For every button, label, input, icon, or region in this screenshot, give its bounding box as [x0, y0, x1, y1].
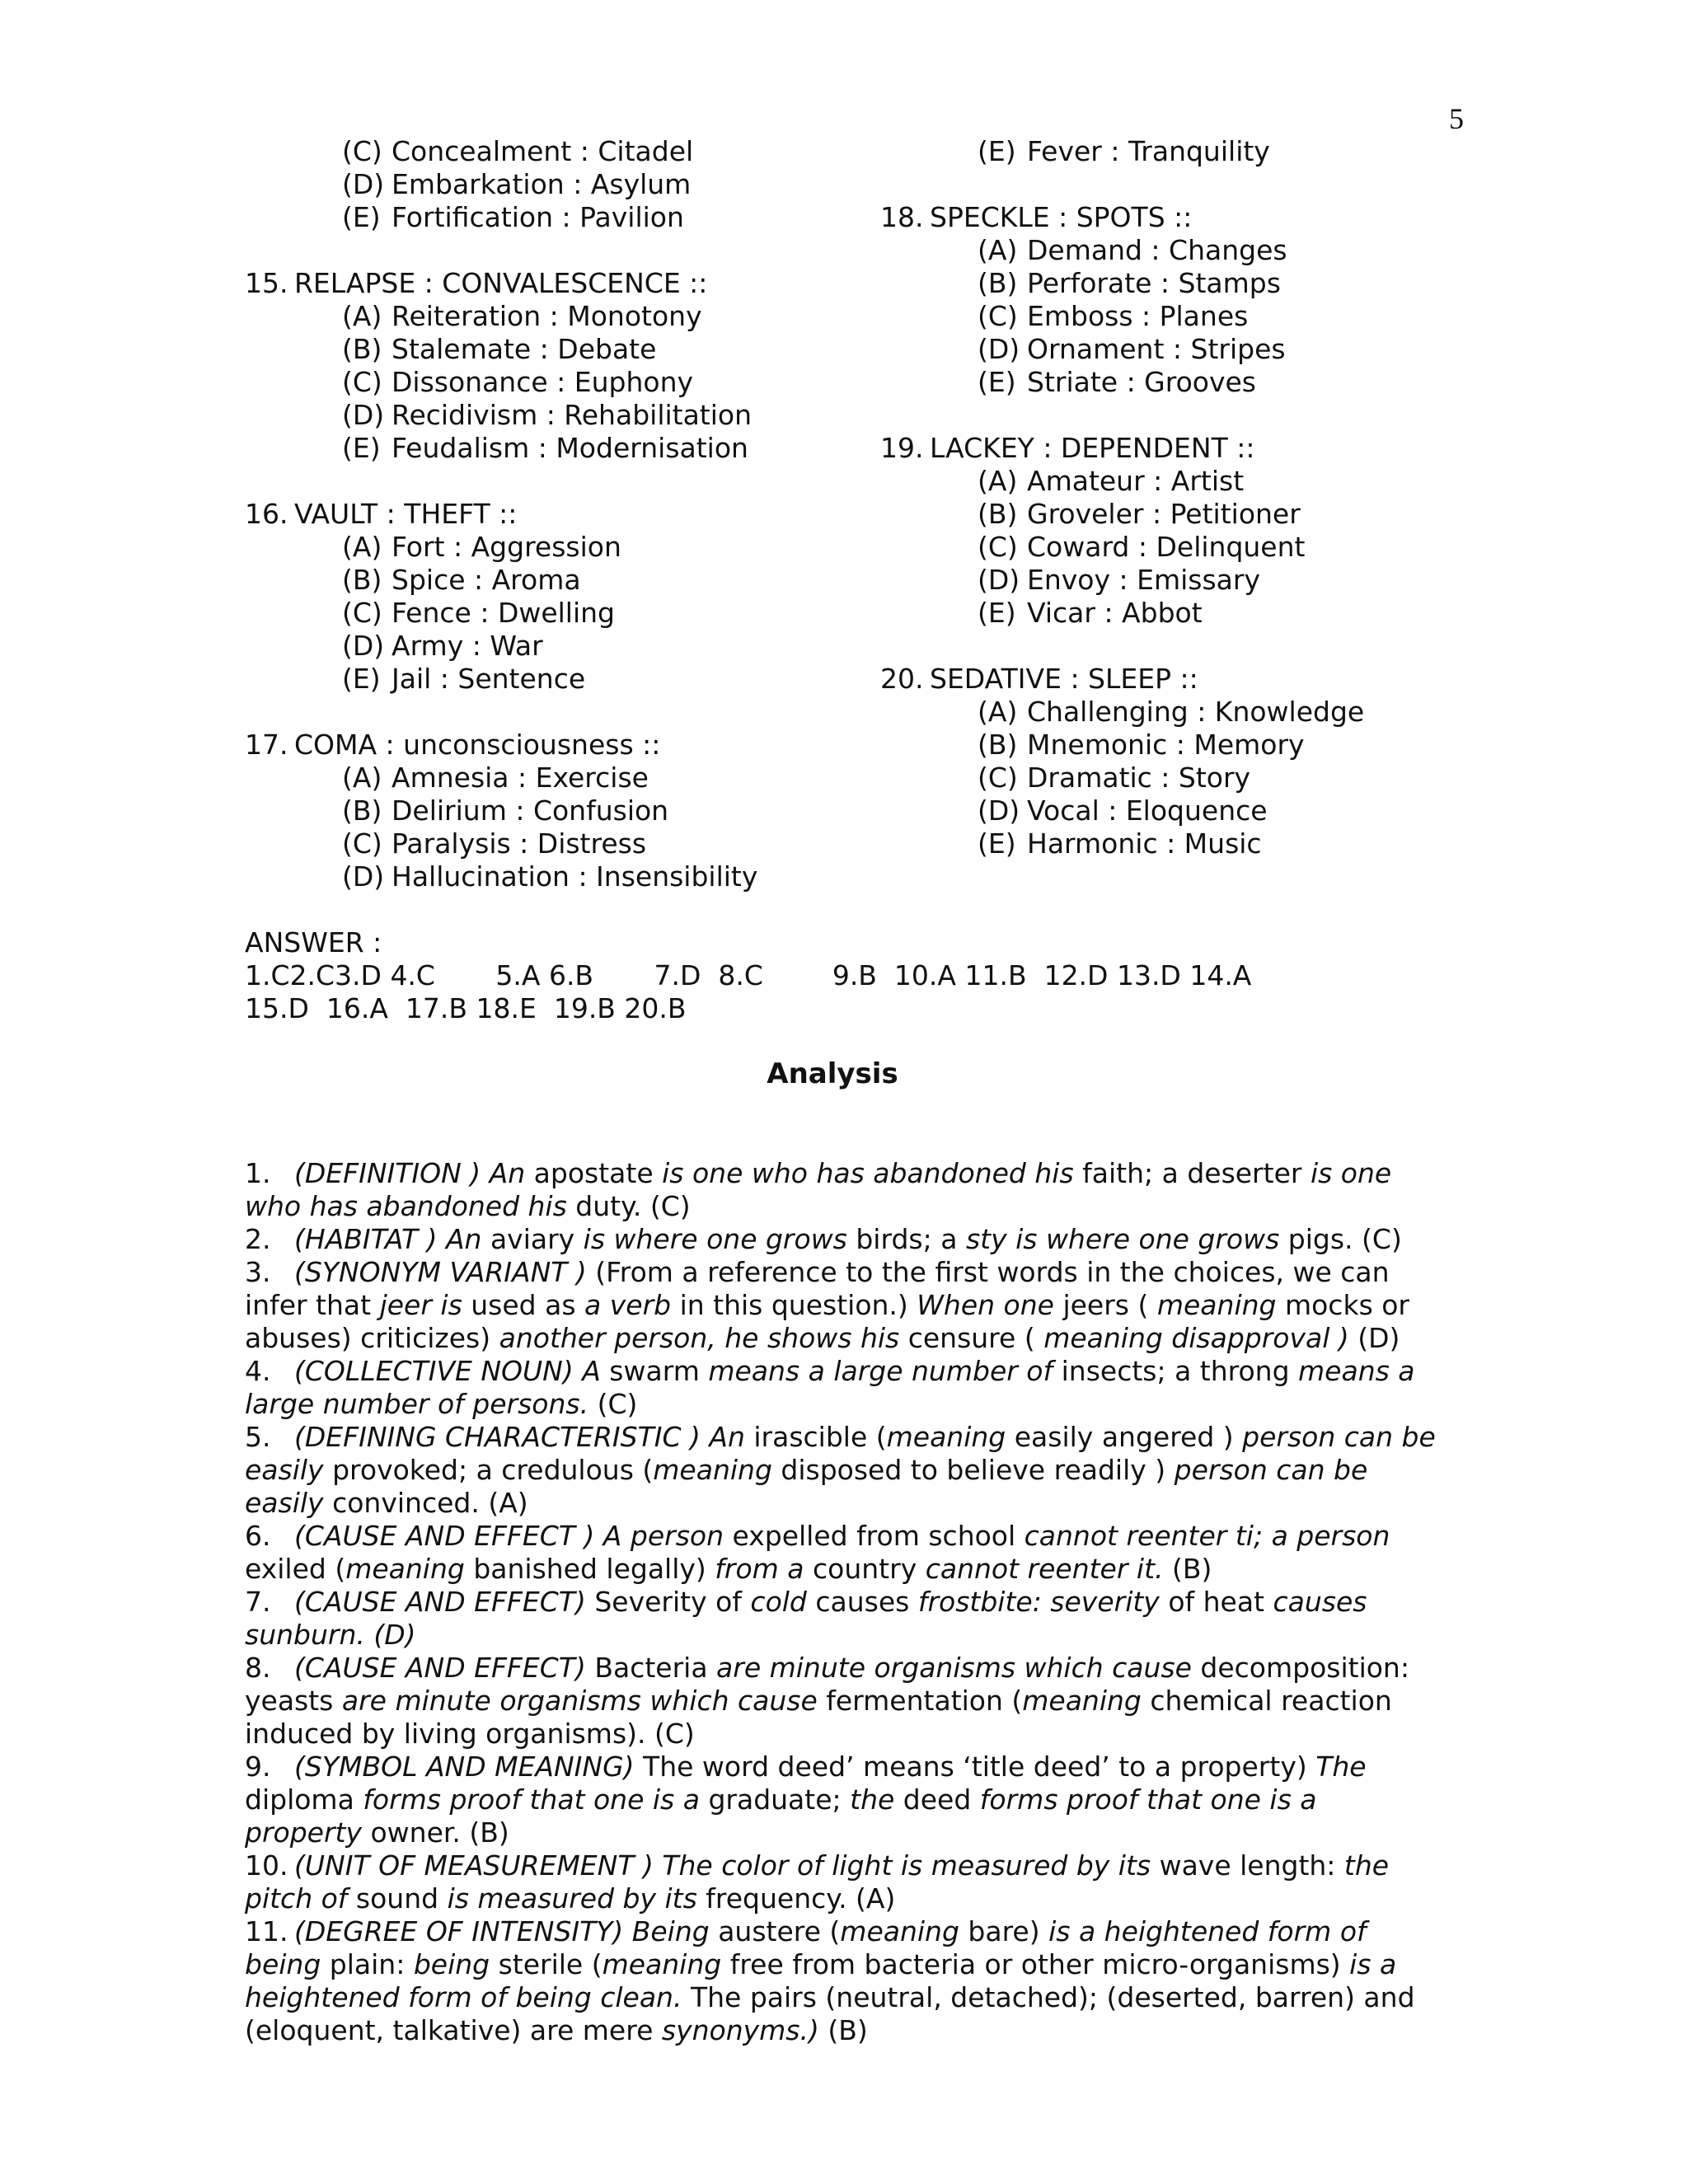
option-letter: (C)	[342, 827, 382, 860]
analysis-text: of heat	[1159, 1586, 1273, 1618]
option-text: Dissonance : Euphony	[392, 366, 694, 398]
analysis-text: is a heightened form of being clean.	[245, 1948, 1397, 2013]
analysis-item-number: 9.	[245, 1750, 271, 1783]
option-letter: (D)	[342, 168, 385, 200]
option-text: Demand : Changes	[1027, 234, 1287, 266]
analysis-text: meaning	[602, 1948, 722, 1980]
option-letter: (C)	[978, 300, 1018, 332]
analysis-text: diploma	[245, 1783, 363, 1816]
option-letter: (E)	[978, 366, 1016, 398]
answer-option	[880, 827, 1364, 860]
analysis-text: are minute organisms which cause	[716, 1652, 1192, 1684]
question-stem	[880, 201, 1364, 234]
analysis-text: is measured by its	[447, 1882, 697, 1915]
analysis-text: is a heightened form of being	[245, 1915, 1367, 1980]
option-letter: (C)	[978, 762, 1018, 794]
question-text: VAULT : THEFT ::	[294, 498, 518, 530]
analysis-text: is one who has abandoned his	[245, 1157, 1392, 1222]
option-letter: (E)	[342, 663, 381, 695]
analysis-text: The pairs (neutral, detached); (deserted, barren) and (eloquent, talkative) are mere	[245, 1981, 1415, 2046]
analysis-text: jeer is	[379, 1289, 462, 1321]
analysis-item	[245, 1355, 1440, 1421]
analysis-text: means a large number of	[708, 1355, 1053, 1387]
answer-option	[245, 432, 757, 465]
answer-option	[880, 333, 1364, 366]
question-text: COMA : unconsciousness ::	[294, 729, 661, 761]
option-letter: (A)	[978, 234, 1018, 266]
analysis-text: (SYMBOL AND MEANING)	[294, 1750, 635, 1783]
analysis-text: the pitch of	[245, 1849, 1390, 1915]
analysis-text: (D)	[1348, 1322, 1400, 1354]
analysis-text: meaning disapproval )	[1043, 1322, 1349, 1354]
analysis-item-number: 8.	[245, 1652, 271, 1684]
answer-option	[880, 729, 1364, 762]
option-letter: (A)	[342, 300, 382, 332]
option-letter: (A)	[978, 696, 1018, 728]
option-letter: (C)	[978, 531, 1018, 563]
option-text: Fort : Aggression	[392, 531, 621, 563]
option-letter: (D)	[978, 794, 1020, 827]
analysis-text: causes sunburn. (D)	[245, 1586, 1367, 1651]
option-letter: (D)	[342, 630, 385, 662]
option-letter: (D)	[342, 860, 385, 893]
question-stem	[245, 267, 757, 300]
option-letter: (D)	[342, 399, 385, 431]
option-letter: (A)	[342, 531, 382, 563]
analysis-text: forms proof that one is a property	[245, 1783, 1317, 1849]
analysis-text: person can be easily	[245, 1421, 1436, 1486]
answer-label: ANSWER :	[245, 926, 382, 958]
answer-option	[245, 663, 757, 696]
analysis-text: exiled (	[245, 1553, 346, 1585]
analysis-text: free from bacteria or other micro-organisms)	[721, 1948, 1350, 1980]
analysis-item	[245, 1256, 1440, 1355]
option-letter: (B)	[342, 564, 382, 596]
answer-option	[245, 135, 757, 168]
analysis-item	[245, 1586, 1440, 1652]
spacer	[245, 696, 757, 729]
option-text: Delirium : Confusion	[392, 794, 669, 827]
option-letter: (C)	[342, 597, 382, 629]
option-text: Challenging : Knowledge	[1027, 696, 1365, 728]
analysis-text: apostate	[525, 1157, 663, 1189]
analysis-text: wave length:	[1151, 1849, 1344, 1882]
analysis-text: meaning	[345, 1553, 465, 1585]
option-letter: (E)	[342, 432, 381, 464]
analysis-text: (COLLECTIVE NOUN) A	[294, 1355, 601, 1387]
answer-option	[880, 696, 1364, 729]
analysis-text: synonyms.)	[661, 2014, 819, 2046]
analysis-text: provoked; a credulous (	[323, 1454, 654, 1486]
analysis-text: from a	[715, 1553, 804, 1585]
analysis-text: meaning	[886, 1421, 1006, 1453]
analysis-text: Severity of	[585, 1586, 751, 1618]
analysis-item-number: 10.	[245, 1849, 288, 1882]
answer-option	[245, 201, 757, 234]
analysis-text: are minute organisms which cause	[341, 1685, 818, 1717]
analysis-item-number: 4.	[245, 1355, 271, 1387]
answer-option	[245, 333, 757, 366]
question-number: 19.	[880, 432, 924, 464]
answer-option	[245, 597, 757, 630]
analysis-text: (CAUSE AND EFFECT)	[294, 1586, 586, 1618]
answer-option	[245, 827, 757, 860]
option-text: Perforate : Stamps	[1027, 267, 1281, 299]
analysis-text: bare)	[959, 1915, 1049, 1947]
answer-option	[880, 300, 1364, 333]
analysis-text: cannot reenter ti; a person	[1024, 1520, 1390, 1552]
option-letter: (E)	[342, 201, 381, 233]
analysis-item-number: 1.	[245, 1157, 271, 1189]
answer-option	[880, 135, 1364, 168]
analysis-text: meaning	[840, 1915, 959, 1947]
question-stem	[245, 729, 757, 762]
analysis-text: When one	[917, 1289, 1054, 1321]
answer-option	[245, 762, 757, 794]
spacer	[880, 630, 1364, 663]
option-text: Groveler : Petitioner	[1027, 498, 1301, 530]
option-letter: (E)	[978, 135, 1016, 167]
analysis-text: expelled from school	[724, 1520, 1025, 1552]
question-text: SEDATIVE : SLEEP ::	[930, 663, 1198, 695]
option-text: Dramatic : Story	[1027, 762, 1251, 794]
analysis-text: (From a reference to the first words in the choices, we can infer that	[245, 1256, 1390, 1321]
analysis-text: (DEFINITION ) An	[294, 1157, 526, 1189]
analysis-text: another person, he shows his	[499, 1322, 900, 1354]
analysis-text: (CAUSE AND EFFECT ) A person	[294, 1520, 724, 1552]
answer-option	[880, 564, 1364, 597]
analysis-text: a verb	[584, 1289, 672, 1321]
answer-line-1: 1.C2.C3.D 4.C 5.A 6.B 7.D 8.C 9.B 10.A 11.B 12.D 13.D 14.A	[245, 959, 1252, 991]
analysis-item-number: 3.	[245, 1256, 271, 1288]
analysis-text: banished legally)	[464, 1553, 715, 1585]
answer-option	[245, 399, 757, 432]
analysis-text: jeers (	[1053, 1289, 1157, 1321]
option-text: Envoy : Emissary	[1027, 564, 1260, 596]
option-letter: (A)	[978, 465, 1018, 497]
analysis-text: meaning	[1156, 1289, 1277, 1321]
option-text: Amnesia : Exercise	[392, 762, 649, 794]
analysis-text: The word deed’ means ‘title deed’ to a property)	[634, 1750, 1316, 1783]
option-text: Hallucination : Insensibility	[392, 860, 758, 893]
option-text: Paralysis : Distress	[392, 827, 647, 860]
answer-option	[880, 794, 1364, 827]
analysis-text: meaning	[1022, 1685, 1142, 1717]
analysis-text: birds; a	[846, 1223, 966, 1255]
analysis-text: austere (	[709, 1915, 841, 1947]
analysis-text: The	[1315, 1750, 1367, 1783]
option-text: Vocal : Eloquence	[1027, 794, 1268, 827]
option-text: Concealment : Citadel	[392, 135, 694, 167]
answer-option	[880, 366, 1364, 399]
analysis-text: pigs. (C)	[1279, 1223, 1402, 1255]
page-number: 5	[1449, 102, 1464, 135]
analysis-item	[245, 1157, 1440, 1223]
answer-option	[245, 860, 757, 893]
option-letter: (D)	[978, 333, 1020, 365]
option-letter: (C)	[342, 366, 382, 398]
question-number: 16.	[245, 498, 288, 530]
analysis-item	[245, 1652, 1440, 1750]
analysis-text: aviary	[481, 1223, 584, 1255]
analysis-text: (SYNONYM VARIANT )	[294, 1256, 587, 1288]
analysis-item	[245, 1421, 1440, 1520]
analysis-text: person can be easily	[245, 1454, 1368, 1519]
analysis-item	[245, 1750, 1440, 1849]
question-text: SPECKLE : SPOTS ::	[930, 201, 1193, 233]
analysis-text: used as	[462, 1289, 585, 1321]
option-letter: (D)	[978, 564, 1020, 596]
option-text: Jail : Sentence	[392, 663, 586, 695]
analysis-text: cannot reenter it.	[925, 1553, 1164, 1585]
option-text: Recidivism : Rehabilitation	[392, 399, 753, 431]
question-text: RELAPSE : CONVALESCENCE ::	[294, 267, 708, 299]
answer-option	[245, 300, 757, 333]
analysis-item-number: 5.	[245, 1421, 271, 1453]
analysis-item-number: 6.	[245, 1520, 271, 1552]
analysis-item-number: 7.	[245, 1586, 271, 1618]
analysis-item	[245, 1223, 1440, 1256]
option-letter: (A)	[342, 762, 382, 794]
analysis-item	[245, 1520, 1440, 1586]
answer-option	[880, 597, 1364, 630]
option-letter: (E)	[978, 597, 1016, 629]
analysis-text: graduate;	[699, 1783, 851, 1816]
question-stem	[880, 663, 1364, 696]
analysis-text: mocks or abuses) criticizes)	[245, 1289, 1410, 1354]
analysis-text: causes	[806, 1586, 918, 1618]
analysis-text: plain:	[321, 1948, 414, 1980]
option-text: Embarkation : Asylum	[392, 168, 692, 200]
analysis-text: country	[804, 1553, 926, 1585]
analysis-text: sty is where one grows	[965, 1223, 1280, 1255]
answer-option	[245, 630, 757, 663]
answer-option	[880, 762, 1364, 794]
analysis-text: censure (	[899, 1322, 1044, 1354]
analysis-text: duty. (C)	[566, 1190, 691, 1222]
option-letter: (B)	[978, 498, 1018, 530]
option-letter: (C)	[342, 135, 382, 167]
analysis-text: faith; a deserter	[1073, 1157, 1311, 1189]
analysis-text: (DEGREE OF INTENSITY) Being	[294, 1915, 710, 1947]
option-letter: (B)	[978, 267, 1018, 299]
question-stem	[245, 498, 757, 531]
analysis-text: in this question.)	[671, 1289, 917, 1321]
analysis-item	[245, 1915, 1440, 2047]
analysis-text: (C)	[588, 1388, 638, 1420]
answer-option	[880, 465, 1364, 498]
question-stem	[880, 432, 1364, 465]
option-text: Coward : Delinquent	[1027, 531, 1306, 563]
answer-key	[245, 926, 1251, 1025]
analysis-text: is one who has abandoned his	[662, 1157, 1074, 1189]
left-question-column	[245, 135, 757, 893]
answer-option	[245, 531, 757, 564]
analysis-text: insects; a throng	[1053, 1355, 1299, 1387]
analysis-text: meaning	[653, 1454, 772, 1486]
option-letter: (E)	[978, 827, 1016, 860]
option-text: Mnemonic : Memory	[1027, 729, 1305, 761]
analysis-text: being	[413, 1948, 490, 1980]
analysis-text: convinced. (A)	[323, 1487, 528, 1519]
analysis-item-number: 11.	[245, 1915, 288, 1947]
analysis-text: fermentation (	[817, 1685, 1023, 1717]
analysis-text: frequency. (A)	[696, 1882, 896, 1915]
question-number: 15.	[245, 267, 288, 299]
analysis-text: easily angered )	[1006, 1421, 1243, 1453]
analysis-text: (DEFINING CHARACTERISTIC ) An	[294, 1421, 745, 1453]
option-text: Fever : Tranquility	[1027, 135, 1270, 167]
question-number: 18.	[880, 201, 924, 233]
analysis-text: is where one grows	[583, 1223, 847, 1255]
answer-option	[245, 794, 757, 827]
option-text: Striate : Grooves	[1027, 366, 1257, 398]
question-number: 20.	[880, 663, 924, 695]
analysis-item	[245, 1849, 1440, 1915]
analysis-item-number: 2.	[245, 1223, 271, 1255]
spacer	[880, 168, 1364, 201]
option-text: Emboss : Planes	[1027, 300, 1249, 332]
analysis-text: (HABITAT ) An	[294, 1223, 482, 1255]
option-text: Reiteration : Monotony	[392, 300, 702, 332]
analysis-text: (UNIT OF MEASUREMENT ) The color of light is measured by its	[294, 1849, 1151, 1882]
right-question-column	[880, 135, 1364, 860]
answer-option	[880, 234, 1364, 267]
analysis-text: irascible (	[744, 1421, 887, 1453]
analysis-text: sound	[347, 1882, 448, 1915]
analysis-text: forms proof that one is a	[363, 1783, 700, 1816]
option-text: Stalemate : Debate	[392, 333, 657, 365]
answer-option	[880, 267, 1364, 300]
analysis-text: disposed to believe readily )	[771, 1454, 1175, 1486]
analysis-text: (B)	[1163, 1553, 1212, 1585]
analysis-text: frostbite: severity	[917, 1586, 1160, 1618]
option-letter: (B)	[342, 794, 382, 827]
answer-line-2: 15.D 16.A 17.B 18.E 19.B 20.B	[245, 992, 687, 1024]
analysis-text: swarm	[600, 1355, 709, 1387]
analysis-text: means a large number of persons.	[245, 1355, 1415, 1420]
option-text: Amateur : Artist	[1027, 465, 1245, 497]
analysis-text: Bacteria	[585, 1652, 717, 1684]
analysis-text: owner. (B)	[362, 1816, 509, 1849]
answer-option	[880, 531, 1364, 564]
option-text: Army : War	[392, 630, 543, 662]
option-text: Harmonic : Music	[1027, 827, 1262, 860]
answer-option	[245, 366, 757, 399]
option-text: Vicar : Abbot	[1027, 597, 1203, 629]
analysis-section	[245, 1157, 1440, 2047]
analysis-text: the	[850, 1783, 895, 1816]
option-text: Fortification : Pavilion	[392, 201, 684, 233]
analysis-text: (B)	[818, 2014, 868, 2046]
option-text: Ornament : Stripes	[1027, 333, 1286, 365]
question-number: 17.	[245, 729, 288, 761]
option-letter: (B)	[342, 333, 382, 365]
option-text: Feudalism : Modernisation	[392, 432, 748, 464]
answer-option	[245, 168, 757, 201]
option-letter: (B)	[978, 729, 1018, 761]
analysis-heading: Analysis	[767, 1057, 898, 1090]
option-text: Fence : Dwelling	[392, 597, 616, 629]
analysis-text: cold	[750, 1586, 807, 1618]
analysis-text: chemical reaction induced by living organisms). (C)	[245, 1685, 1392, 1750]
spacer	[245, 234, 757, 267]
analysis-text: sterile (	[490, 1948, 603, 1980]
answer-option	[245, 564, 757, 597]
spacer	[245, 465, 757, 498]
option-text: Spice : Aroma	[392, 564, 581, 596]
analysis-text: (CAUSE AND EFFECT)	[294, 1652, 586, 1684]
spacer	[880, 399, 1364, 432]
analysis-text: decomposition: yeasts	[245, 1652, 1409, 1717]
answer-option	[880, 498, 1364, 531]
analysis-text: deed	[894, 1783, 980, 1816]
question-text: LACKEY : DEPENDENT ::	[930, 432, 1255, 464]
